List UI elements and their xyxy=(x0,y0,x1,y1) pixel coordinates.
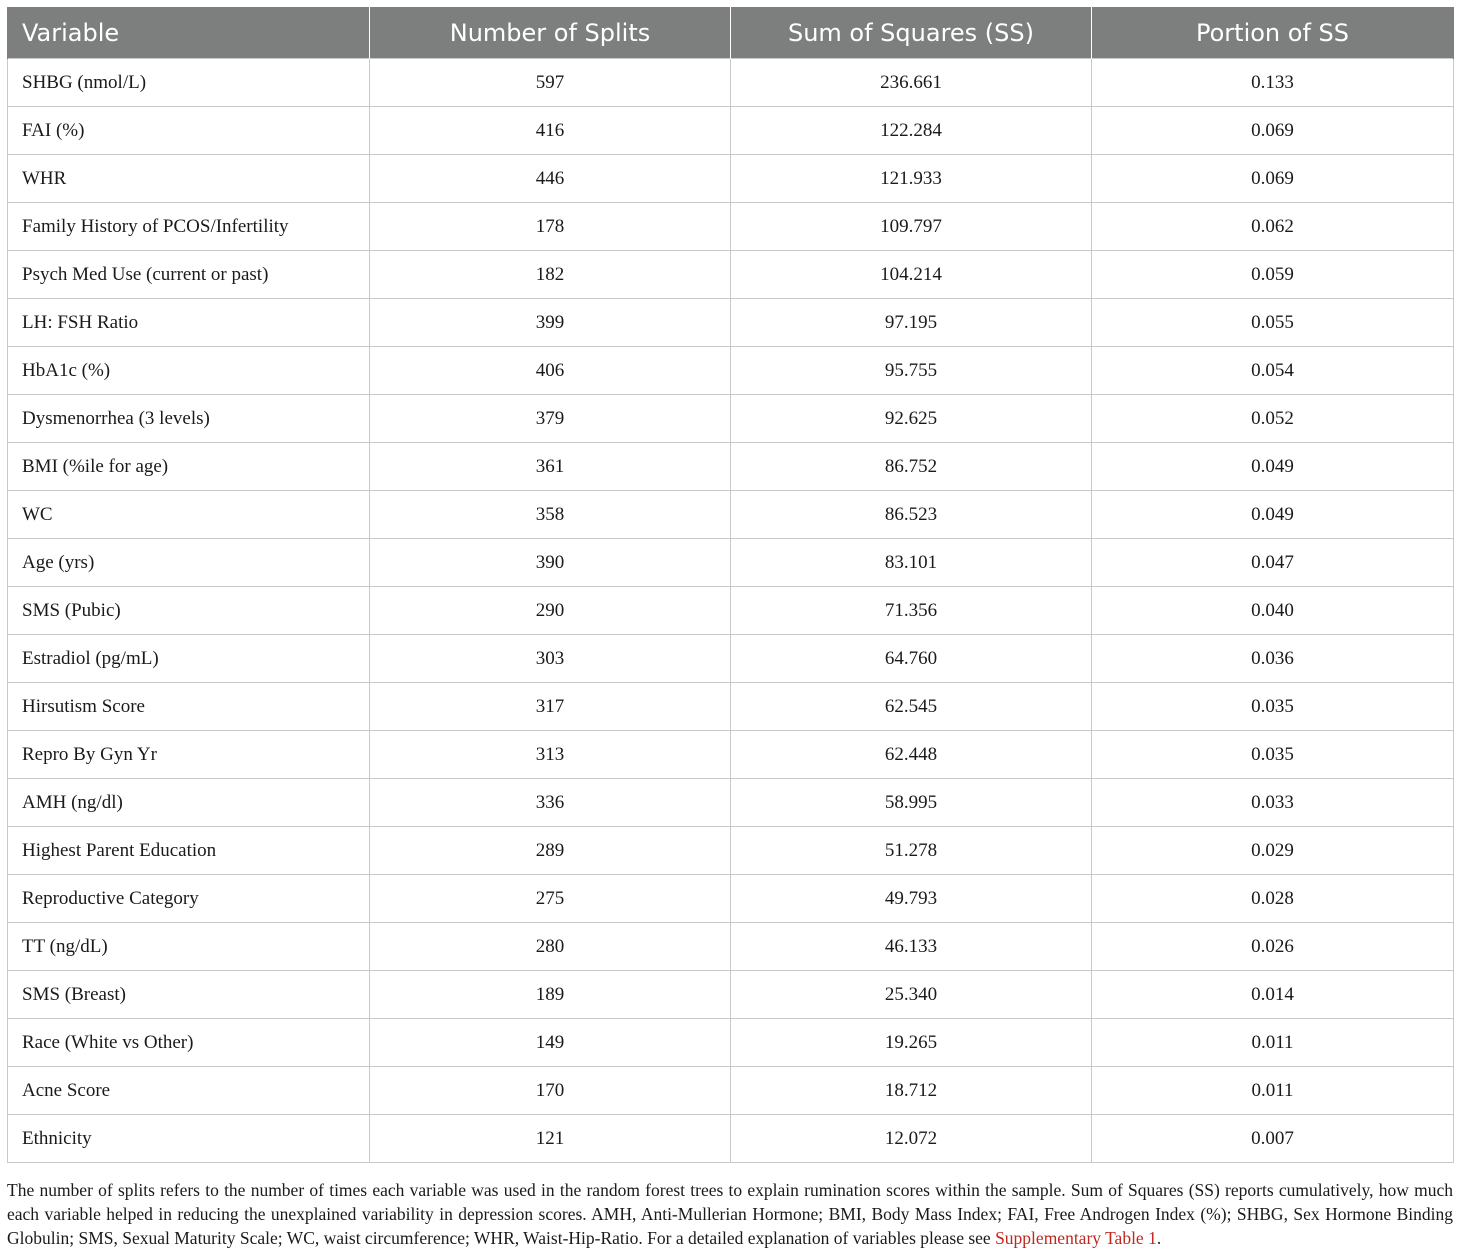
cell-sum-of-squares: 12.072 xyxy=(731,1115,1092,1163)
cell-number-of-splits: 303 xyxy=(370,635,731,683)
cell-portion-of-ss: 0.029 xyxy=(1092,827,1454,875)
cell-portion-of-ss: 0.028 xyxy=(1092,875,1454,923)
header-portion-of-ss: Portion of SS xyxy=(1092,7,1454,59)
table-row xyxy=(8,203,1454,251)
cell-portion-of-ss: 0.035 xyxy=(1092,683,1454,731)
cell-variable: Hirsutism Score xyxy=(8,683,370,731)
cell-portion-of-ss: 0.040 xyxy=(1092,587,1454,635)
cell-sum-of-squares: 92.625 xyxy=(731,395,1092,443)
cell-variable: Acne Score xyxy=(8,1067,370,1115)
table-footnote xyxy=(7,1178,1453,1250)
table-row xyxy=(8,827,1454,875)
table-row xyxy=(8,635,1454,683)
table-row xyxy=(8,875,1454,923)
cell-number-of-splits: 189 xyxy=(370,971,731,1019)
cell-portion-of-ss: 0.055 xyxy=(1092,299,1454,347)
cell-number-of-splits: 149 xyxy=(370,1019,731,1067)
cell-portion-of-ss: 0.014 xyxy=(1092,971,1454,1019)
footnote-end: . xyxy=(1156,1228,1162,1248)
cell-sum-of-squares: 51.278 xyxy=(731,827,1092,875)
cell-portion-of-ss: 0.011 xyxy=(1092,1067,1454,1115)
header-number-of-splits: Number of Splits xyxy=(370,7,731,59)
cell-variable: Repro By Gyn Yr xyxy=(8,731,370,779)
cell-number-of-splits: 446 xyxy=(370,155,731,203)
cell-number-of-splits: 390 xyxy=(370,539,731,587)
table-row xyxy=(8,107,1454,155)
cell-variable: Ethnicity xyxy=(8,1115,370,1163)
supplementary-table-link[interactable]: Supplementary Table 1 xyxy=(995,1228,1157,1248)
table-row xyxy=(8,923,1454,971)
cell-sum-of-squares: 104.214 xyxy=(731,251,1092,299)
cell-variable: TT (ng/dL) xyxy=(8,923,370,971)
cell-sum-of-squares: 58.995 xyxy=(731,779,1092,827)
cell-variable: WC xyxy=(8,491,370,539)
cell-portion-of-ss: 0.059 xyxy=(1092,251,1454,299)
table-row xyxy=(8,299,1454,347)
cell-variable: Age (yrs) xyxy=(8,539,370,587)
header-sum-of-squares: Sum of Squares (SS) xyxy=(731,7,1092,59)
cell-sum-of-squares: 121.933 xyxy=(731,155,1092,203)
results-table-container xyxy=(7,7,1453,1163)
cell-sum-of-squares: 236.661 xyxy=(731,59,1092,107)
table-header xyxy=(8,7,1454,59)
cell-variable: Estradiol (pg/mL) xyxy=(8,635,370,683)
header-variable: Variable xyxy=(8,7,370,59)
table-row xyxy=(8,587,1454,635)
cell-variable: Race (White vs Other) xyxy=(8,1019,370,1067)
cell-number-of-splits: 399 xyxy=(370,299,731,347)
cell-sum-of-squares: 97.195 xyxy=(731,299,1092,347)
cell-portion-of-ss: 0.011 xyxy=(1092,1019,1454,1067)
cell-sum-of-squares: 83.101 xyxy=(731,539,1092,587)
cell-number-of-splits: 317 xyxy=(370,683,731,731)
cell-variable: SMS (Pubic) xyxy=(8,587,370,635)
cell-sum-of-squares: 122.284 xyxy=(731,107,1092,155)
cell-variable: Highest Parent Education xyxy=(8,827,370,875)
table-row xyxy=(8,1019,1454,1067)
cell-variable: Reproductive Category xyxy=(8,875,370,923)
cell-number-of-splits: 121 xyxy=(370,1115,731,1163)
cell-number-of-splits: 178 xyxy=(370,203,731,251)
cell-portion-of-ss: 0.054 xyxy=(1092,347,1454,395)
cell-portion-of-ss: 0.007 xyxy=(1092,1115,1454,1163)
cell-number-of-splits: 275 xyxy=(370,875,731,923)
cell-number-of-splits: 336 xyxy=(370,779,731,827)
table-body xyxy=(8,59,1454,1163)
cell-sum-of-squares: 109.797 xyxy=(731,203,1092,251)
cell-portion-of-ss: 0.133 xyxy=(1092,59,1454,107)
cell-sum-of-squares: 49.793 xyxy=(731,875,1092,923)
table-row xyxy=(8,779,1454,827)
cell-portion-of-ss: 0.033 xyxy=(1092,779,1454,827)
cell-sum-of-squares: 71.356 xyxy=(731,587,1092,635)
cell-number-of-splits: 416 xyxy=(370,107,731,155)
table-row xyxy=(8,347,1454,395)
cell-number-of-splits: 289 xyxy=(370,827,731,875)
variable-importance-table xyxy=(7,7,1454,1163)
cell-variable: SHBG (nmol/L) xyxy=(8,59,370,107)
cell-portion-of-ss: 0.069 xyxy=(1092,155,1454,203)
cell-number-of-splits: 170 xyxy=(370,1067,731,1115)
cell-portion-of-ss: 0.047 xyxy=(1092,539,1454,587)
cell-number-of-splits: 290 xyxy=(370,587,731,635)
table-row xyxy=(8,251,1454,299)
cell-variable: SMS (Breast) xyxy=(8,971,370,1019)
cell-variable: AMH (ng/dl) xyxy=(8,779,370,827)
cell-sum-of-squares: 62.545 xyxy=(731,683,1092,731)
cell-sum-of-squares: 95.755 xyxy=(731,347,1092,395)
cell-portion-of-ss: 0.035 xyxy=(1092,731,1454,779)
cell-variable: LH: FSH Ratio xyxy=(8,299,370,347)
cell-sum-of-squares: 25.340 xyxy=(731,971,1092,1019)
table-row xyxy=(8,155,1454,203)
table-row xyxy=(8,395,1454,443)
cell-portion-of-ss: 0.049 xyxy=(1092,443,1454,491)
cell-variable: HbA1c (%) xyxy=(8,347,370,395)
cell-variable: WHR xyxy=(8,155,370,203)
cell-variable: Family History of PCOS/Infertility xyxy=(8,203,370,251)
cell-sum-of-squares: 86.752 xyxy=(731,443,1092,491)
cell-sum-of-squares: 86.523 xyxy=(731,491,1092,539)
table-row xyxy=(8,971,1454,1019)
cell-sum-of-squares: 18.712 xyxy=(731,1067,1092,1115)
cell-variable: FAI (%) xyxy=(8,107,370,155)
table-row xyxy=(8,59,1454,107)
table-row xyxy=(8,1115,1454,1163)
cell-portion-of-ss: 0.062 xyxy=(1092,203,1454,251)
cell-sum-of-squares: 19.265 xyxy=(731,1019,1092,1067)
cell-number-of-splits: 313 xyxy=(370,731,731,779)
cell-sum-of-squares: 46.133 xyxy=(731,923,1092,971)
cell-number-of-splits: 358 xyxy=(370,491,731,539)
cell-number-of-splits: 182 xyxy=(370,251,731,299)
cell-number-of-splits: 379 xyxy=(370,395,731,443)
cell-variable: Dysmenorrhea (3 levels) xyxy=(8,395,370,443)
cell-portion-of-ss: 0.049 xyxy=(1092,491,1454,539)
cell-portion-of-ss: 0.036 xyxy=(1092,635,1454,683)
cell-sum-of-squares: 64.760 xyxy=(731,635,1092,683)
cell-portion-of-ss: 0.069 xyxy=(1092,107,1454,155)
cell-sum-of-squares: 62.448 xyxy=(731,731,1092,779)
cell-variable: Psych Med Use (current or past) xyxy=(8,251,370,299)
cell-number-of-splits: 361 xyxy=(370,443,731,491)
cell-number-of-splits: 280 xyxy=(370,923,731,971)
header-row xyxy=(8,7,1454,59)
cell-portion-of-ss: 0.026 xyxy=(1092,923,1454,971)
cell-number-of-splits: 597 xyxy=(370,59,731,107)
table-row xyxy=(8,683,1454,731)
footnote-text: The number of splits refers to the number of times each variable was used in the random forest trees to explain rumination scores within the sample. Sum of Squares (SS) reports cumulatively, how much each variable helped in reducing the unexplained variability in depression scores. AMH, Anti-Mullerian Hormone; BMI, Body Mass Index; FAI, Free Androgen Index (%); SHBG, Sex Hormone Binding Globulin; SMS, Sexual Maturity Scale; WC, waist circumference; WHR, Waist-Hip-Ratio. For a detailed explanation of variables please see xyxy=(7,1180,1453,1248)
table-row xyxy=(8,539,1454,587)
table-row xyxy=(8,1067,1454,1115)
cell-variable: BMI (%ile for age) xyxy=(8,443,370,491)
table-row xyxy=(8,443,1454,491)
table-row xyxy=(8,491,1454,539)
cell-number-of-splits: 406 xyxy=(370,347,731,395)
table-row xyxy=(8,731,1454,779)
cell-portion-of-ss: 0.052 xyxy=(1092,395,1454,443)
